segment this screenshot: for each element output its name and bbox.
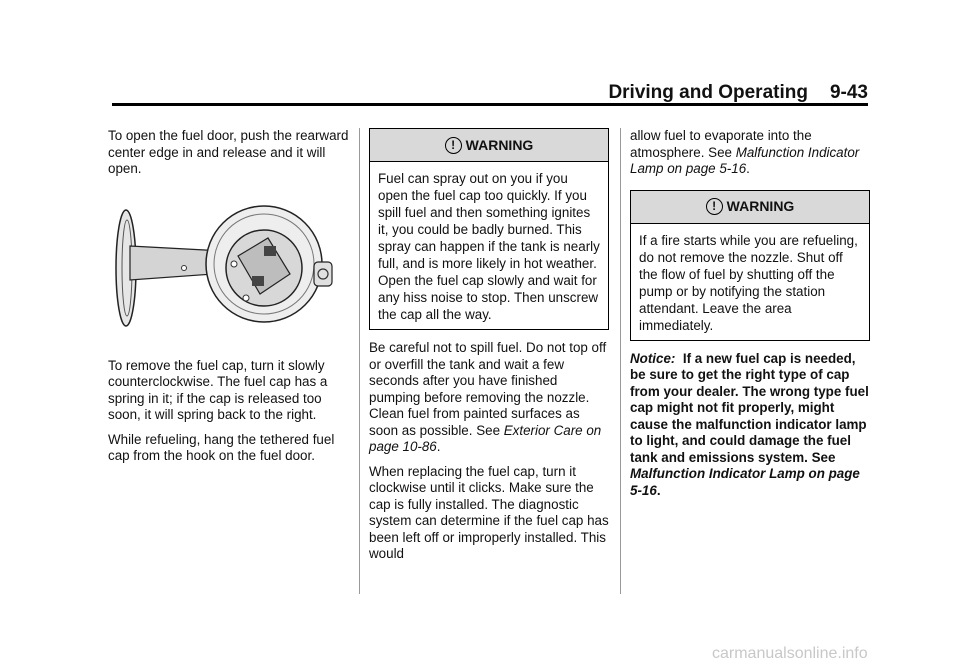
notice-text: If a new fuel cap is needed, be sure to get the right type of cap from your dealer. The wrong type fuel cap might not fit properly, might cause the malfunction indicator lamp to light, and could damage the fuel tank and emissions system. See — [630, 350, 869, 465]
paragraph-text: Be careful not to spill fuel. Do not top off or overfill the tank and wait a few seconds after you have finished pumping before removing the nozzle. Clean fuel from painted surfaces as soon as possible. See — [369, 340, 607, 438]
cross-reference: Exterior Care on page 10-86 — [369, 422, 602, 454]
paragraph — [369, 340, 609, 456]
page-number: 9-43 — [829, 82, 868, 103]
notice — [630, 351, 870, 500]
warning-icon: ! — [706, 198, 723, 215]
paragraph — [630, 128, 870, 178]
warning-header — [370, 129, 608, 162]
column-divider — [359, 128, 360, 594]
warning-text: If a fire starts while you are refueling, do not remove the nozzle. Shut off the flow of fuel by shutting off the pump or by notifying the station attendant. Leave the area immediately. — [639, 232, 858, 333]
warning-title: WARNING — [726, 198, 795, 215]
watermark: carmanualsonline.info — [712, 645, 868, 662]
paragraph: To open the fuel door, push the rearward center edge in and release and it will open. — [108, 128, 349, 176]
warning-box — [630, 190, 870, 341]
column-divider — [620, 128, 621, 594]
warning-box — [369, 128, 609, 330]
column-3 — [630, 128, 870, 507]
section-title: Driving and Operating — [608, 82, 808, 103]
warning-title: WARNING — [465, 136, 534, 153]
paragraph: To remove the fuel cap, turn it slowly counterclockwise. The fuel cap has a spring in it; if the cap is released too soon, it will spring back to the right. — [108, 357, 328, 422]
notice-end: . — [656, 482, 661, 498]
warning-text: Fuel can spray out on you if you open the fuel cap too quickly. If you spill fuel and then something ignites it, you could be badly burned. This spray can happen if the tank is nearly full, and is more likely in hot weather. Open the fuel cap slowly and wait for any hiss noise to stop. Then unscrew the cap all the way. — [378, 171, 600, 322]
cross-reference: Malfunction Indicator Lamp on page 5-16 — [630, 466, 860, 498]
paragraph: When replacing the fuel cap, turn it clockwise until it clicks. Make sure the cap is fully installed. The diagnostic system can determine if the fuel cap has been left off or improperly installed. This would — [369, 463, 609, 561]
warning-header — [631, 191, 869, 224]
paragraph-end: . — [436, 439, 441, 454]
header-rule — [112, 103, 868, 106]
fuel-door-illustration — [114, 202, 336, 334]
paragraph-text: allow fuel to evaporate into the atmosphere. See — [630, 128, 812, 160]
page-header — [112, 82, 868, 104]
cross-reference: Malfunction Indicator Lamp on page 5-16 — [630, 144, 860, 176]
column-1 — [108, 128, 352, 473]
notice-label: Notice: — [630, 350, 676, 366]
warning-icon: ! — [445, 137, 462, 154]
paragraph: While refueling, hang the tethered fuel cap from the hook on the fuel door. — [108, 431, 335, 463]
column-2 — [369, 128, 609, 571]
paragraph-end: . — [746, 161, 750, 176]
